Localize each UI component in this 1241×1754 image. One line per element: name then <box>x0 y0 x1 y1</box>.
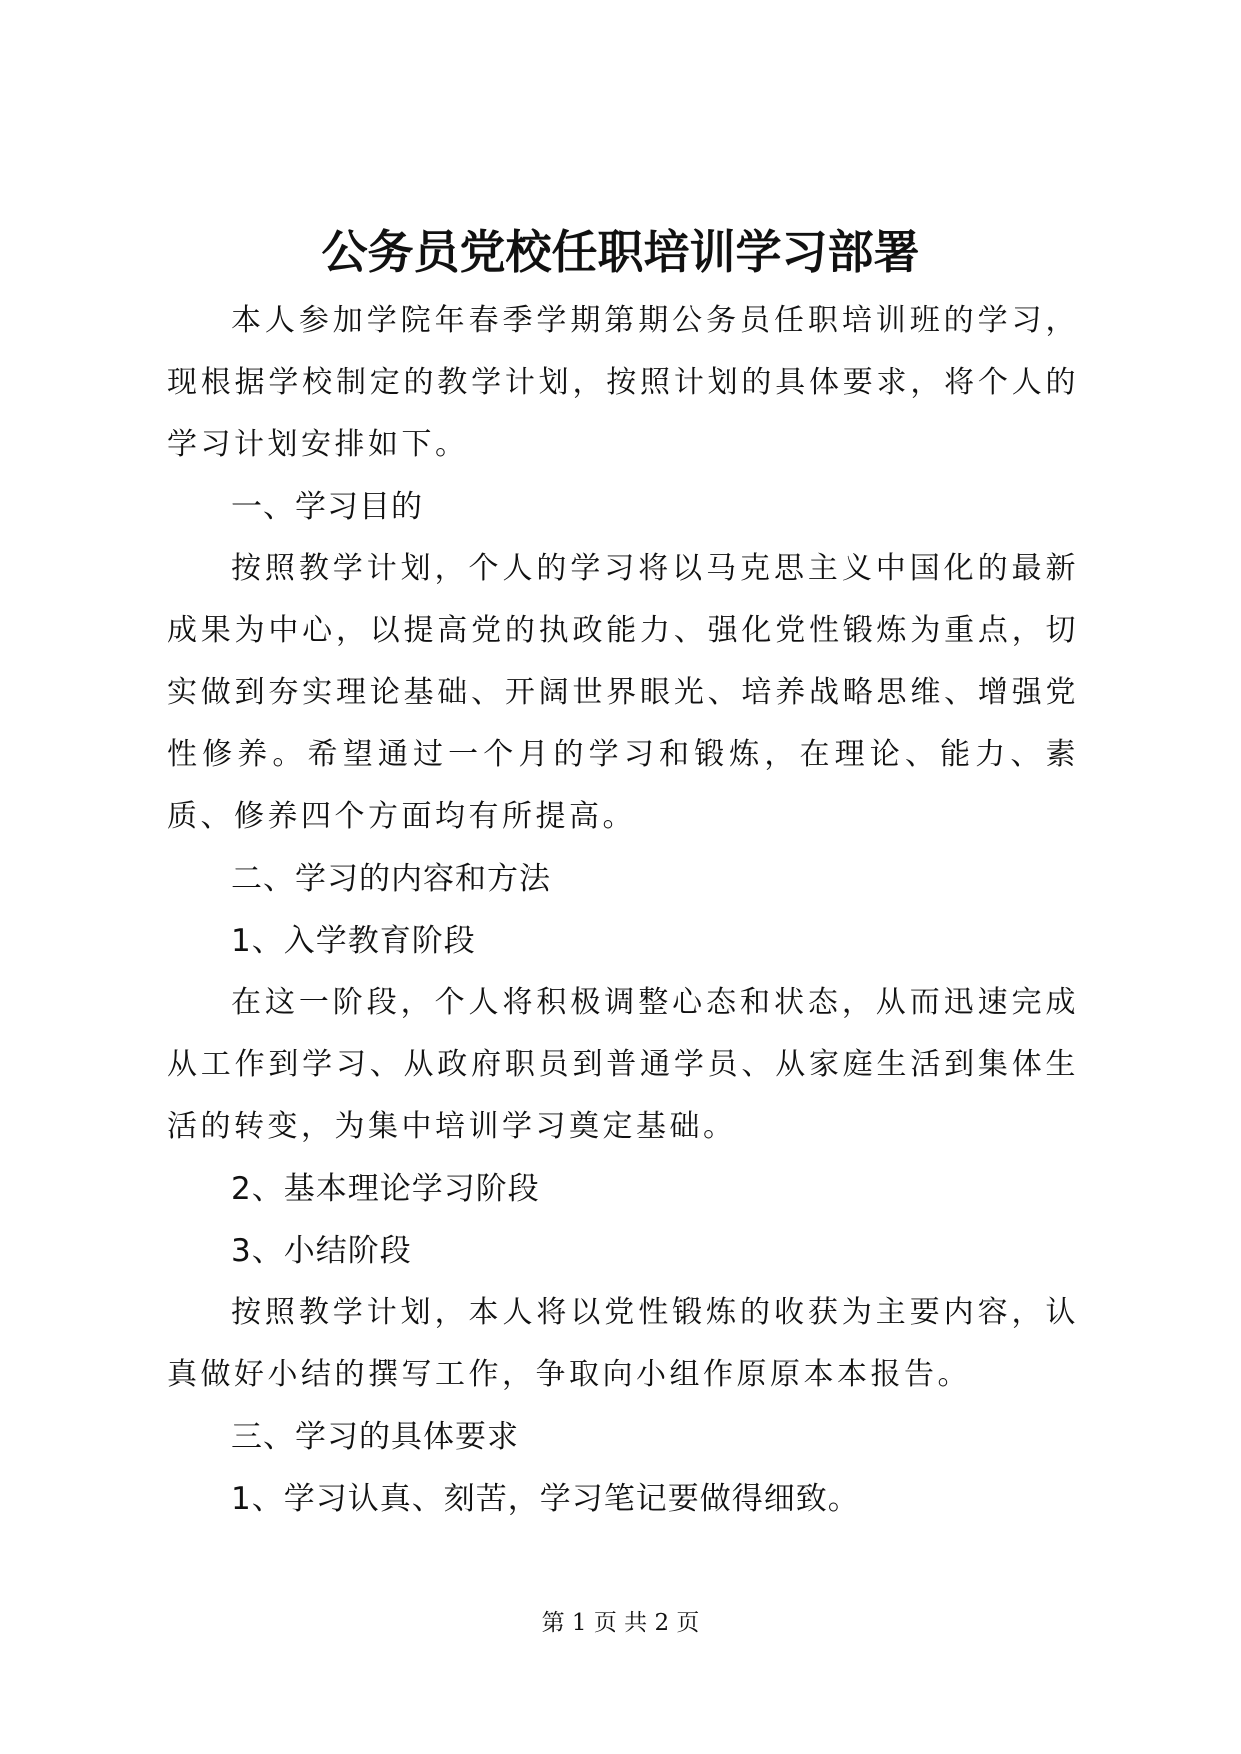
purpose-paragraph: 按照教学计划，个人的学习将以马克思主义中国化的最新成果为中心，以提高党的执政能力、强化党性锻炼为重点，切实做到夯实理论基础、开阔世界眼光、培养战略思维、增强党性修养。希望通过一个月的学习和锻炼，在理论、能力、素质、修养四个方面均有所提高。 <box>167 551 1079 834</box>
orientation-paragraph: 在这一阶段，个人将积极调整心态和状态，从而迅速完成从工作到学习、从政府职员到普通学员、从家庭生活到集体生活的转变，为集中培训学习奠定基础。 <box>167 985 1079 1144</box>
document-title: 公务员党校任职培训学习部署 <box>321 225 920 279</box>
subheading-orientation-stage: 1、入学教育阶段 <box>231 923 476 959</box>
intro-paragraph: 本人参加学院年春季学期第期公务员任职培训班的学习，现根据学校制定的教学计划，按照计划的具体要求，将个人的学习计划安排如下。 <box>167 303 1079 462</box>
document-body <box>167 290 1079 1530</box>
section-heading-requirements: 三、学习的具体要求 <box>231 1419 519 1455</box>
section-heading-purpose: 一、学习目的 <box>231 489 423 525</box>
requirement-item-1: 1、学习认真、刻苦，学习笔记要做得细致。 <box>231 1481 860 1517</box>
section-heading-content-method: 二、学习的内容和方法 <box>231 861 551 897</box>
subheading-theory-stage: 2、基本理论学习阶段 <box>231 1171 540 1207</box>
page-number-footer: 第 1 页 共 2 页 <box>541 1610 700 1636</box>
subheading-summary-stage: 3、小结阶段 <box>231 1233 412 1269</box>
summary-paragraph: 按照教学计划，本人将以党性锻炼的收获为主要内容，认真做好小结的撰写工作，争取向小组作原原本本报告。 <box>167 1295 1079 1392</box>
